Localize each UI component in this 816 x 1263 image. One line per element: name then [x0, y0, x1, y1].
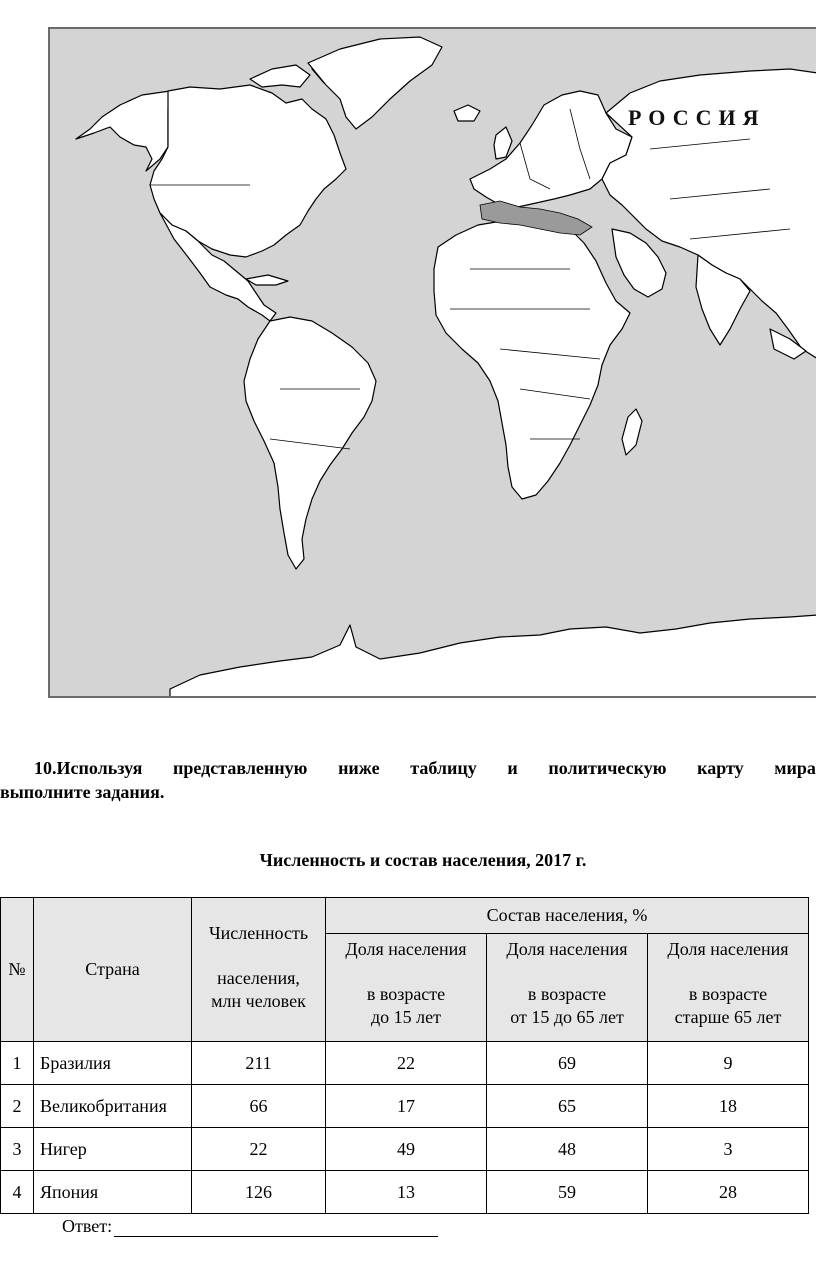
header-sub-top: Доля населения	[667, 939, 789, 959]
row-population: 126	[192, 1171, 326, 1214]
row-country: Япония	[34, 1171, 192, 1214]
row-country: Нигер	[34, 1128, 192, 1171]
question-word: ниже	[338, 758, 380, 778]
header-over65	[648, 934, 809, 1042]
madagascar-shape	[622, 409, 642, 455]
answer-label: Ответ:	[62, 1216, 113, 1236]
row-over65: 28	[648, 1171, 809, 1214]
row-number: 4	[1, 1171, 34, 1214]
greenland-shape	[308, 37, 442, 129]
question-word: 10.Используя	[34, 758, 143, 778]
answer-area	[62, 1216, 438, 1237]
header-country: Страна	[34, 898, 192, 1042]
arctic-islands-shape	[250, 65, 310, 87]
header-gap	[326, 961, 486, 983]
answer-input-line[interactable]	[114, 1218, 438, 1237]
header-sub-top: Доля населения	[506, 939, 628, 959]
question-word: политическую	[548, 758, 667, 778]
header-15-65	[487, 934, 648, 1042]
question-word: представленную	[173, 758, 308, 778]
row-over65: 9	[648, 1042, 809, 1085]
header-population-top: Численность	[208, 923, 309, 943]
header-number: №	[1, 898, 34, 1042]
header-under15	[326, 934, 487, 1042]
row-15-65: 65	[487, 1085, 648, 1128]
row-country: Великобритания	[34, 1085, 192, 1128]
row-under15: 17	[326, 1085, 487, 1128]
africa-shape	[434, 221, 630, 499]
row-15-65: 48	[487, 1128, 648, 1171]
population-table	[0, 897, 809, 1214]
south-america-shape	[244, 317, 376, 569]
alaska-shape	[76, 91, 170, 171]
header-population-line1: населения,	[217, 968, 300, 988]
row-number: 1	[1, 1042, 34, 1085]
row-number: 3	[1, 1128, 34, 1171]
row-under15: 49	[326, 1128, 487, 1171]
row-15-65: 59	[487, 1171, 648, 1214]
row-population: 66	[192, 1085, 326, 1128]
header-sub-line1: в возрасте	[527, 984, 607, 1004]
header-sub-line1: в возрасте	[688, 984, 768, 1004]
question-line-1	[0, 756, 816, 780]
header-sub-line2: старше 65 лет	[674, 1007, 782, 1027]
row-15-65: 69	[487, 1042, 648, 1085]
row-population: 211	[192, 1042, 326, 1085]
question-line-2: выполните задания.	[0, 782, 165, 802]
header-composition: Состав населения, %	[326, 898, 809, 934]
world-political-map	[48, 27, 816, 698]
row-country: Бразилия	[34, 1042, 192, 1085]
table-row	[1, 1085, 809, 1128]
table-row	[1, 1171, 809, 1214]
header-sub-line2: до 15 лет	[371, 1007, 441, 1027]
header-gap	[192, 945, 325, 967]
row-population: 22	[192, 1128, 326, 1171]
iceland-shape	[454, 105, 480, 121]
table-row	[1, 1128, 809, 1171]
question-word: карту	[697, 758, 744, 778]
row-number: 2	[1, 1085, 34, 1128]
row-over65: 3	[648, 1128, 809, 1171]
map-label-russia: РОССИЯ	[628, 105, 766, 130]
question-word: таблицу	[410, 758, 477, 778]
row-under15: 22	[326, 1042, 487, 1085]
header-sub-top: Доля населения	[345, 939, 467, 959]
question-word: мира	[774, 758, 816, 778]
header-gap	[487, 961, 647, 983]
header-sub-line2: от 15 до 65 лет	[510, 1007, 624, 1027]
antarctica-shape	[170, 615, 816, 698]
question-word: и	[507, 758, 518, 778]
table-title: Численность и состав населения, 2017 г.	[259, 850, 587, 870]
header-population-line2: млн человек	[211, 991, 306, 1011]
header-sub-line1: в возрасте	[366, 984, 446, 1004]
question-text	[0, 756, 816, 804]
table-row	[1, 1042, 809, 1085]
header-gap	[648, 961, 808, 983]
row-over65: 18	[648, 1085, 809, 1128]
caribbean-shape	[246, 275, 288, 285]
uk-shape	[494, 127, 512, 159]
row-under15: 13	[326, 1171, 487, 1214]
arabia-shape	[612, 229, 666, 297]
header-population	[192, 898, 326, 1042]
